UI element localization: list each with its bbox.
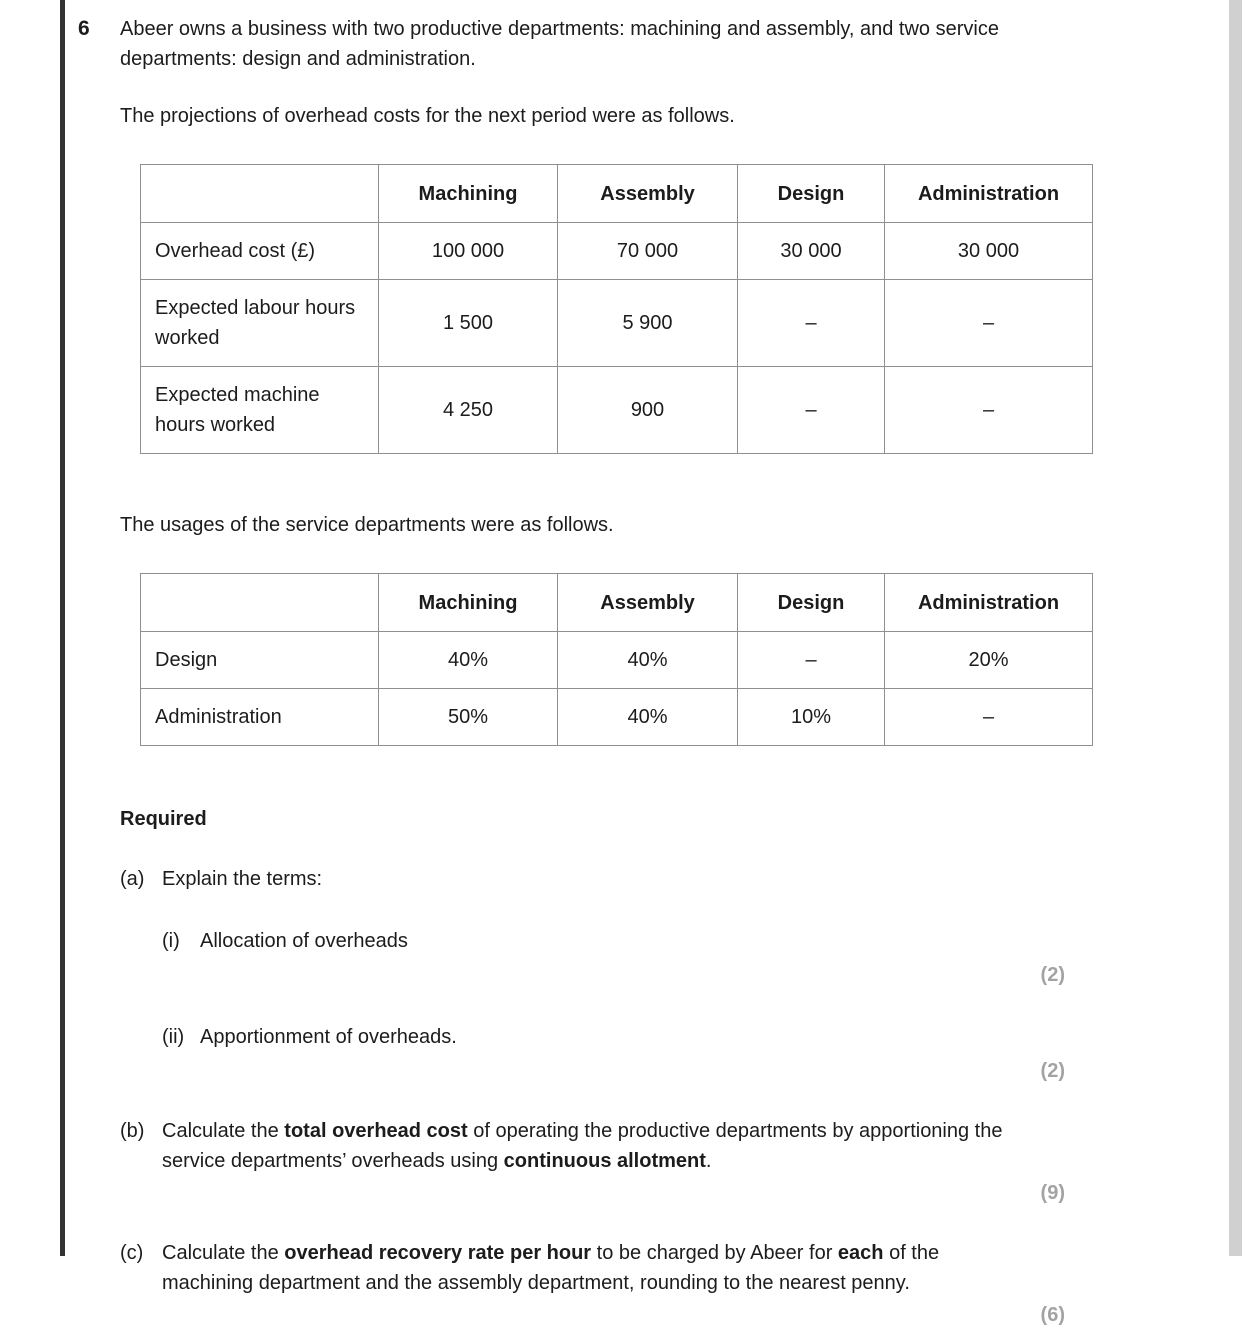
part-b — [120, 1116, 1092, 1176]
part-c-text: Calculate the overhead recovery rate per hour to be charged by Abeer for each of the machining department and the assembly department, rounding to the nearest penny. — [162, 1242, 940, 1294]
cell-value: 1 500 — [379, 280, 558, 367]
required-heading: Required — [120, 808, 207, 830]
projections-intro: The projections of overhead costs for the next period were as follows. — [120, 105, 735, 127]
service-usage-table — [140, 573, 1093, 746]
marks-a-i: (2) — [1040, 964, 1065, 986]
column-header-design: Design — [738, 165, 885, 223]
part-a-sub-i-label: (i) — [162, 930, 180, 952]
part-a-sub-i — [162, 926, 1092, 956]
column-header-administration: Administration — [885, 165, 1093, 223]
part-c — [120, 1238, 1092, 1298]
part-a-text: Explain the terms: — [162, 868, 323, 890]
cell-value: 4 250 — [379, 367, 558, 454]
part-a — [120, 864, 1092, 894]
column-header-design: Design — [738, 574, 885, 632]
row-label: Design — [141, 632, 379, 689]
table-row — [141, 280, 1093, 367]
page-left-border — [60, 0, 65, 1256]
exam-question — [78, 14, 1092, 1330]
part-a-sub-ii-label: (ii) — [162, 1026, 185, 1048]
row-label: Expected labour hours worked — [141, 280, 379, 367]
cell-value: 30 000 — [738, 223, 885, 280]
cell-value: 20% — [885, 632, 1093, 689]
question-intro: Abeer owns a business with two productive departments: machining and assembly, and two service departments: design and administration. — [120, 18, 999, 70]
cell-value: – — [738, 280, 885, 367]
cell-value: – — [885, 280, 1093, 367]
cell-value: – — [885, 367, 1093, 454]
cell-value: 50% — [379, 689, 558, 746]
column-header-assembly: Assembly — [558, 574, 738, 632]
cell-value: 70 000 — [558, 223, 738, 280]
cell-value: 40% — [379, 632, 558, 689]
cell-value: 900 — [558, 367, 738, 454]
cell-value: 30 000 — [885, 223, 1093, 280]
column-header-machining: Machining — [379, 165, 558, 223]
table-row — [141, 367, 1093, 454]
row-label: Expected machine hours worked — [141, 367, 379, 454]
marks-b: (9) — [1040, 1182, 1065, 1204]
corner-cell — [141, 165, 379, 223]
page-right-edge — [1229, 0, 1242, 1256]
row-label: Administration — [141, 689, 379, 746]
overhead-projections-table — [140, 164, 1093, 454]
part-a-sub-ii-text: Apportionment of overheads. — [200, 1026, 457, 1048]
marks-c: (6) — [1040, 1304, 1065, 1326]
table-row — [141, 632, 1093, 689]
row-label: Overhead cost (£) — [141, 223, 379, 280]
part-a-label: (a) — [120, 868, 145, 890]
table-row — [141, 223, 1093, 280]
table-row — [141, 689, 1093, 746]
part-c-label: (c) — [120, 1242, 144, 1264]
cell-value: – — [885, 689, 1093, 746]
part-b-text: Calculate the total overhead cost of operating the productive departments by apportioning the service departments’ overheads using continuous allotment. — [162, 1120, 1003, 1172]
column-header-assembly: Assembly — [558, 165, 738, 223]
part-a-sub-i-text: Allocation of overheads — [200, 930, 408, 952]
usages-intro: The usages of the service departments were as follows. — [120, 514, 614, 536]
cell-value: 10% — [738, 689, 885, 746]
cell-value: – — [738, 367, 885, 454]
table-header-row — [141, 165, 1093, 223]
part-a-sub-ii — [162, 1022, 1092, 1052]
cell-value: – — [738, 632, 885, 689]
cell-value: 5 900 — [558, 280, 738, 367]
cell-value: 40% — [558, 632, 738, 689]
column-header-machining: Machining — [379, 574, 558, 632]
table-header-row — [141, 574, 1093, 632]
marks-a-ii: (2) — [1040, 1060, 1065, 1082]
cell-value: 100 000 — [379, 223, 558, 280]
question-number: 6 — [78, 17, 90, 40]
column-header-administration: Administration — [885, 574, 1093, 632]
part-b-label: (b) — [120, 1120, 145, 1142]
corner-cell — [141, 574, 379, 632]
cell-value: 40% — [558, 689, 738, 746]
